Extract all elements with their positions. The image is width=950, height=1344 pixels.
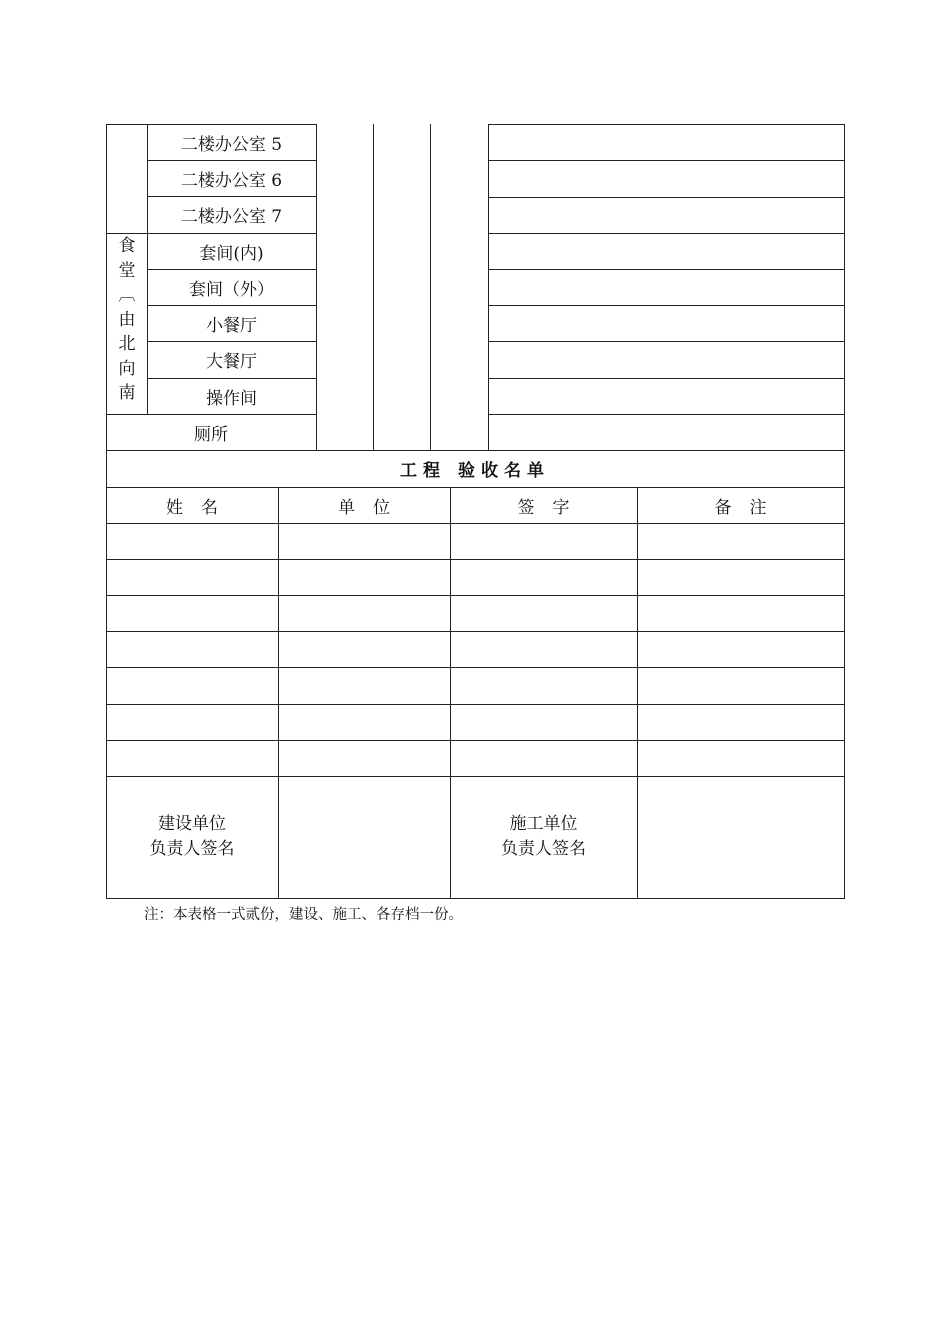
room-label: 小餐厅 — [206, 315, 257, 336]
owner-sign-label — [106, 776, 278, 898]
room-label: 操作间 — [206, 388, 257, 409]
group-label-char: 堂 — [118, 260, 136, 281]
toilet-label: 厕所 — [194, 424, 228, 445]
group-label-char: 南 — [118, 383, 136, 403]
room-label: 套间（外） — [189, 279, 274, 300]
contractor-sign-label — [450, 776, 637, 898]
footnote: 注：本表格一式贰份，建设、施工、各存档一份。 — [144, 907, 463, 923]
group-label-char: ︹ — [118, 285, 136, 305]
owner-sign-line2: 负责人签名 — [149, 839, 235, 859]
header-unit: 单位 — [338, 497, 408, 518]
owner-sign-line1: 建设单位 — [158, 814, 226, 834]
owner-sign-field[interactable] — [278, 776, 450, 898]
room-label: 二楼办公室 6 — [180, 170, 283, 191]
header-signature: 签字 — [517, 497, 588, 518]
group-label-char: 向 — [118, 358, 136, 379]
canteen-group-label — [107, 234, 147, 406]
contractor-sign-line1: 施工单位 — [509, 814, 578, 834]
group-label-char: 北 — [118, 334, 136, 354]
contractor-sign-line2: 负责人签名 — [501, 839, 586, 859]
room-label: 二楼办公室 7 — [180, 207, 283, 227]
room-label: 套间(内) — [199, 243, 264, 264]
header-remarks: 备注 — [714, 497, 785, 518]
room-label: 大餐厅 — [206, 352, 257, 372]
room-label: 二楼办公室 5 — [180, 134, 283, 155]
acceptance-title: 工程 验收名单 — [400, 461, 550, 481]
header-name: 姓名 — [166, 497, 236, 518]
group-label-char: 食 — [118, 236, 136, 256]
contractor-sign-field[interactable] — [637, 776, 844, 898]
group-label-char: 由 — [118, 309, 136, 330]
